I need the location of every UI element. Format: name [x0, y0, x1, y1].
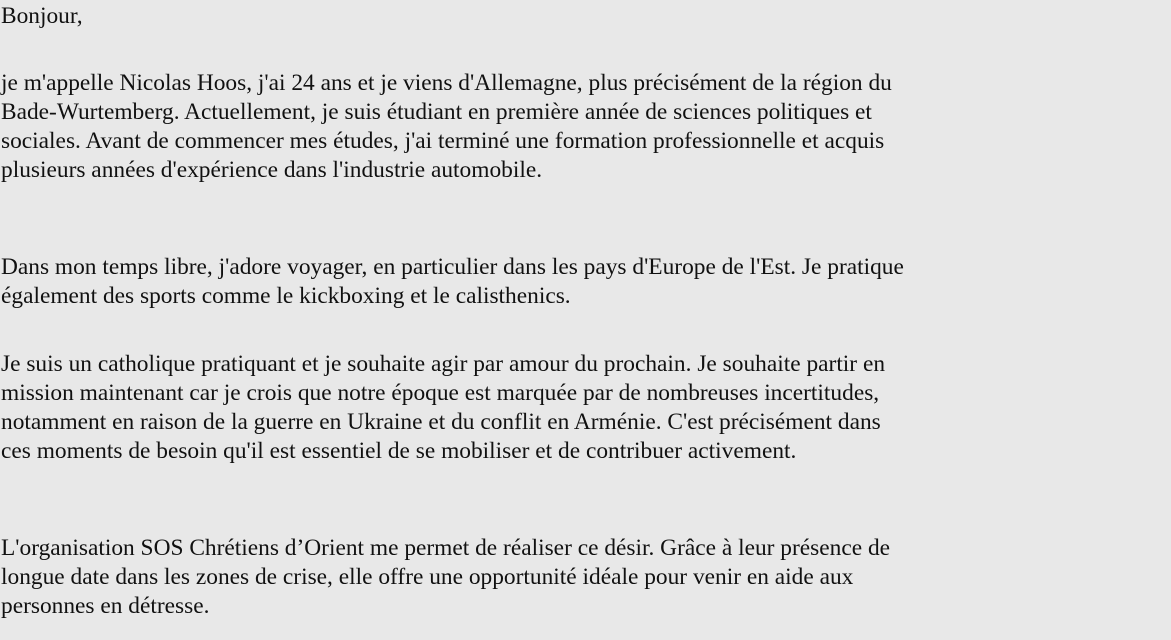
- paragraph-line: mission maintenant car je crois que notre époque est marquée par de nombreuses incertitudes,: [1, 380, 880, 406]
- greeting: Bonjour,: [1, 3, 83, 29]
- paragraph-line: longue date dans les zones de crise, elle offre une opportunité idéale pour venir en aide aux: [1, 564, 854, 590]
- paragraph-line: Dans mon temps libre, j'adore voyager, en particulier dans les pays d'Europe de l'Est. Je pratique: [1, 254, 904, 280]
- paragraph-line: personnes en détresse.: [1, 593, 210, 619]
- paragraph-line: Je suis un catholique pratiquant et je souhaite agir par amour du prochain. Je souhaite partir en: [1, 351, 886, 377]
- paragraph-line: plusieurs années d'expérience dans l'industrie automobile.: [1, 157, 543, 183]
- paragraph-line: Bade-Wurtemberg. Actuellement, je suis étudiant en première année de sciences politiques et: [1, 99, 872, 125]
- paragraph-line: ces moments de besoin qu'il est essentiel de se mobiliser et de contribuer activement.: [1, 438, 797, 464]
- paragraph-line: je m'appelle Nicolas Hoos, j'ai 24 ans et je viens d'Allemagne, plus précisément de la région du: [1, 70, 892, 96]
- paragraph-line: L'organisation SOS Chrétiens d’Orient me permet de réaliser ce désir. Grâce à leur présence de: [1, 535, 891, 561]
- paragraph-line: notamment en raison de la guerre en Ukraine et du conflit en Arménie. C'est précisément dans: [1, 409, 881, 435]
- paragraph-line: sociales. Avant de commencer mes études, j'ai terminé une formation professionnelle et acquis: [1, 128, 885, 154]
- paragraph-line: également des sports comme le kickboxing et le calisthenics.: [1, 283, 571, 309]
